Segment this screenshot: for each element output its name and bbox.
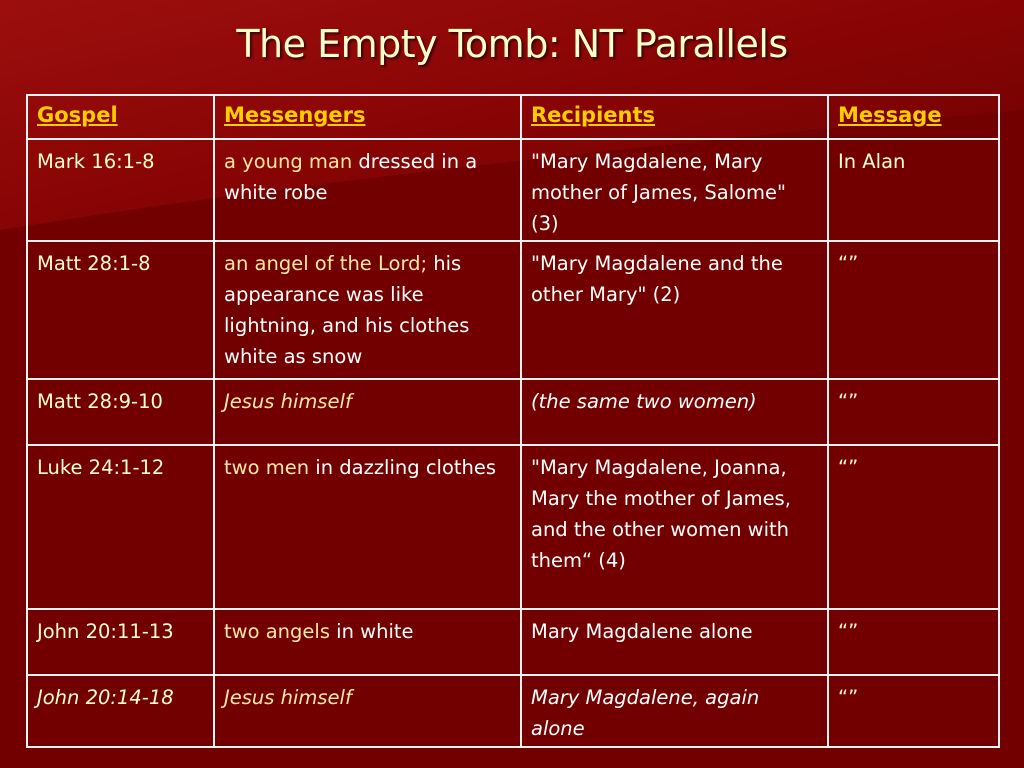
recipients-cell: "Mary Magdalene, Joanna, Mary the mother of James, and the other women with them“ (4) [521,445,828,609]
messenger-highlight: two angels [224,620,330,643]
gospel-cell: John 20:14-18 [27,675,214,747]
gospel-cell: Matt 28:1-8 [27,241,214,379]
messengers-cell [214,675,521,747]
header-messengers: Messengers [214,95,521,139]
message-cell: “” [828,445,999,609]
messenger-detail: dressed in a white robe [224,150,478,204]
messenger-highlight: a young man [224,150,353,173]
messenger-highlight: Jesus himself [224,390,352,413]
message-cell: “” [828,675,999,747]
messengers-cell [214,379,521,445]
messenger-detail: in white [329,620,414,643]
messengers-cell [214,609,521,675]
recipients-cell: Mary Magdalene alone [521,609,828,675]
messengers-cell [214,241,521,379]
table-row [27,379,999,445]
recipients-cell: (the same two women) [521,379,828,445]
message-cell: “” [828,241,999,379]
gospel-cell: Matt 28:9-10 [27,379,214,445]
gospel-cell: Luke 24:1-12 [27,445,214,609]
gospel-cell: John 20:11-13 [27,609,214,675]
messengers-cell [214,139,521,241]
recipients-cell: Mary Magdalene, again alone [521,675,828,747]
message-cell: “” [828,609,999,675]
messenger-highlight: two men [224,456,310,479]
header-recipients: Recipients [521,95,828,139]
message-cell: “” [828,379,999,445]
table-row [27,675,999,747]
message-cell: In Alan [828,139,999,241]
messenger-detail: his appearance was like lightning, and his clothes white as snow [224,252,470,368]
messenger-detail: in dazzling clothes [309,456,497,479]
table-row [27,241,999,379]
messengers-cell [214,445,521,609]
table-header-row [27,95,999,139]
header-gospel: Gospel [27,95,214,139]
table-row [27,139,999,241]
table-row [27,445,999,609]
messenger-highlight: an angel of the Lord; [224,252,428,275]
gospel-cell: Mark 16:1-8 [27,139,214,241]
recipients-cell: "Mary Magdalene and the other Mary" (2) [521,241,828,379]
recipients-cell: "Mary Magdalene, Mary mother of James, Salome" (3) [521,139,828,241]
table-row [27,609,999,675]
page-title: The Empty Tomb: NT Parallels [236,22,788,66]
parallels-table [26,94,1000,748]
messenger-highlight: Jesus himself [224,686,352,709]
header-message: Message [828,95,999,139]
